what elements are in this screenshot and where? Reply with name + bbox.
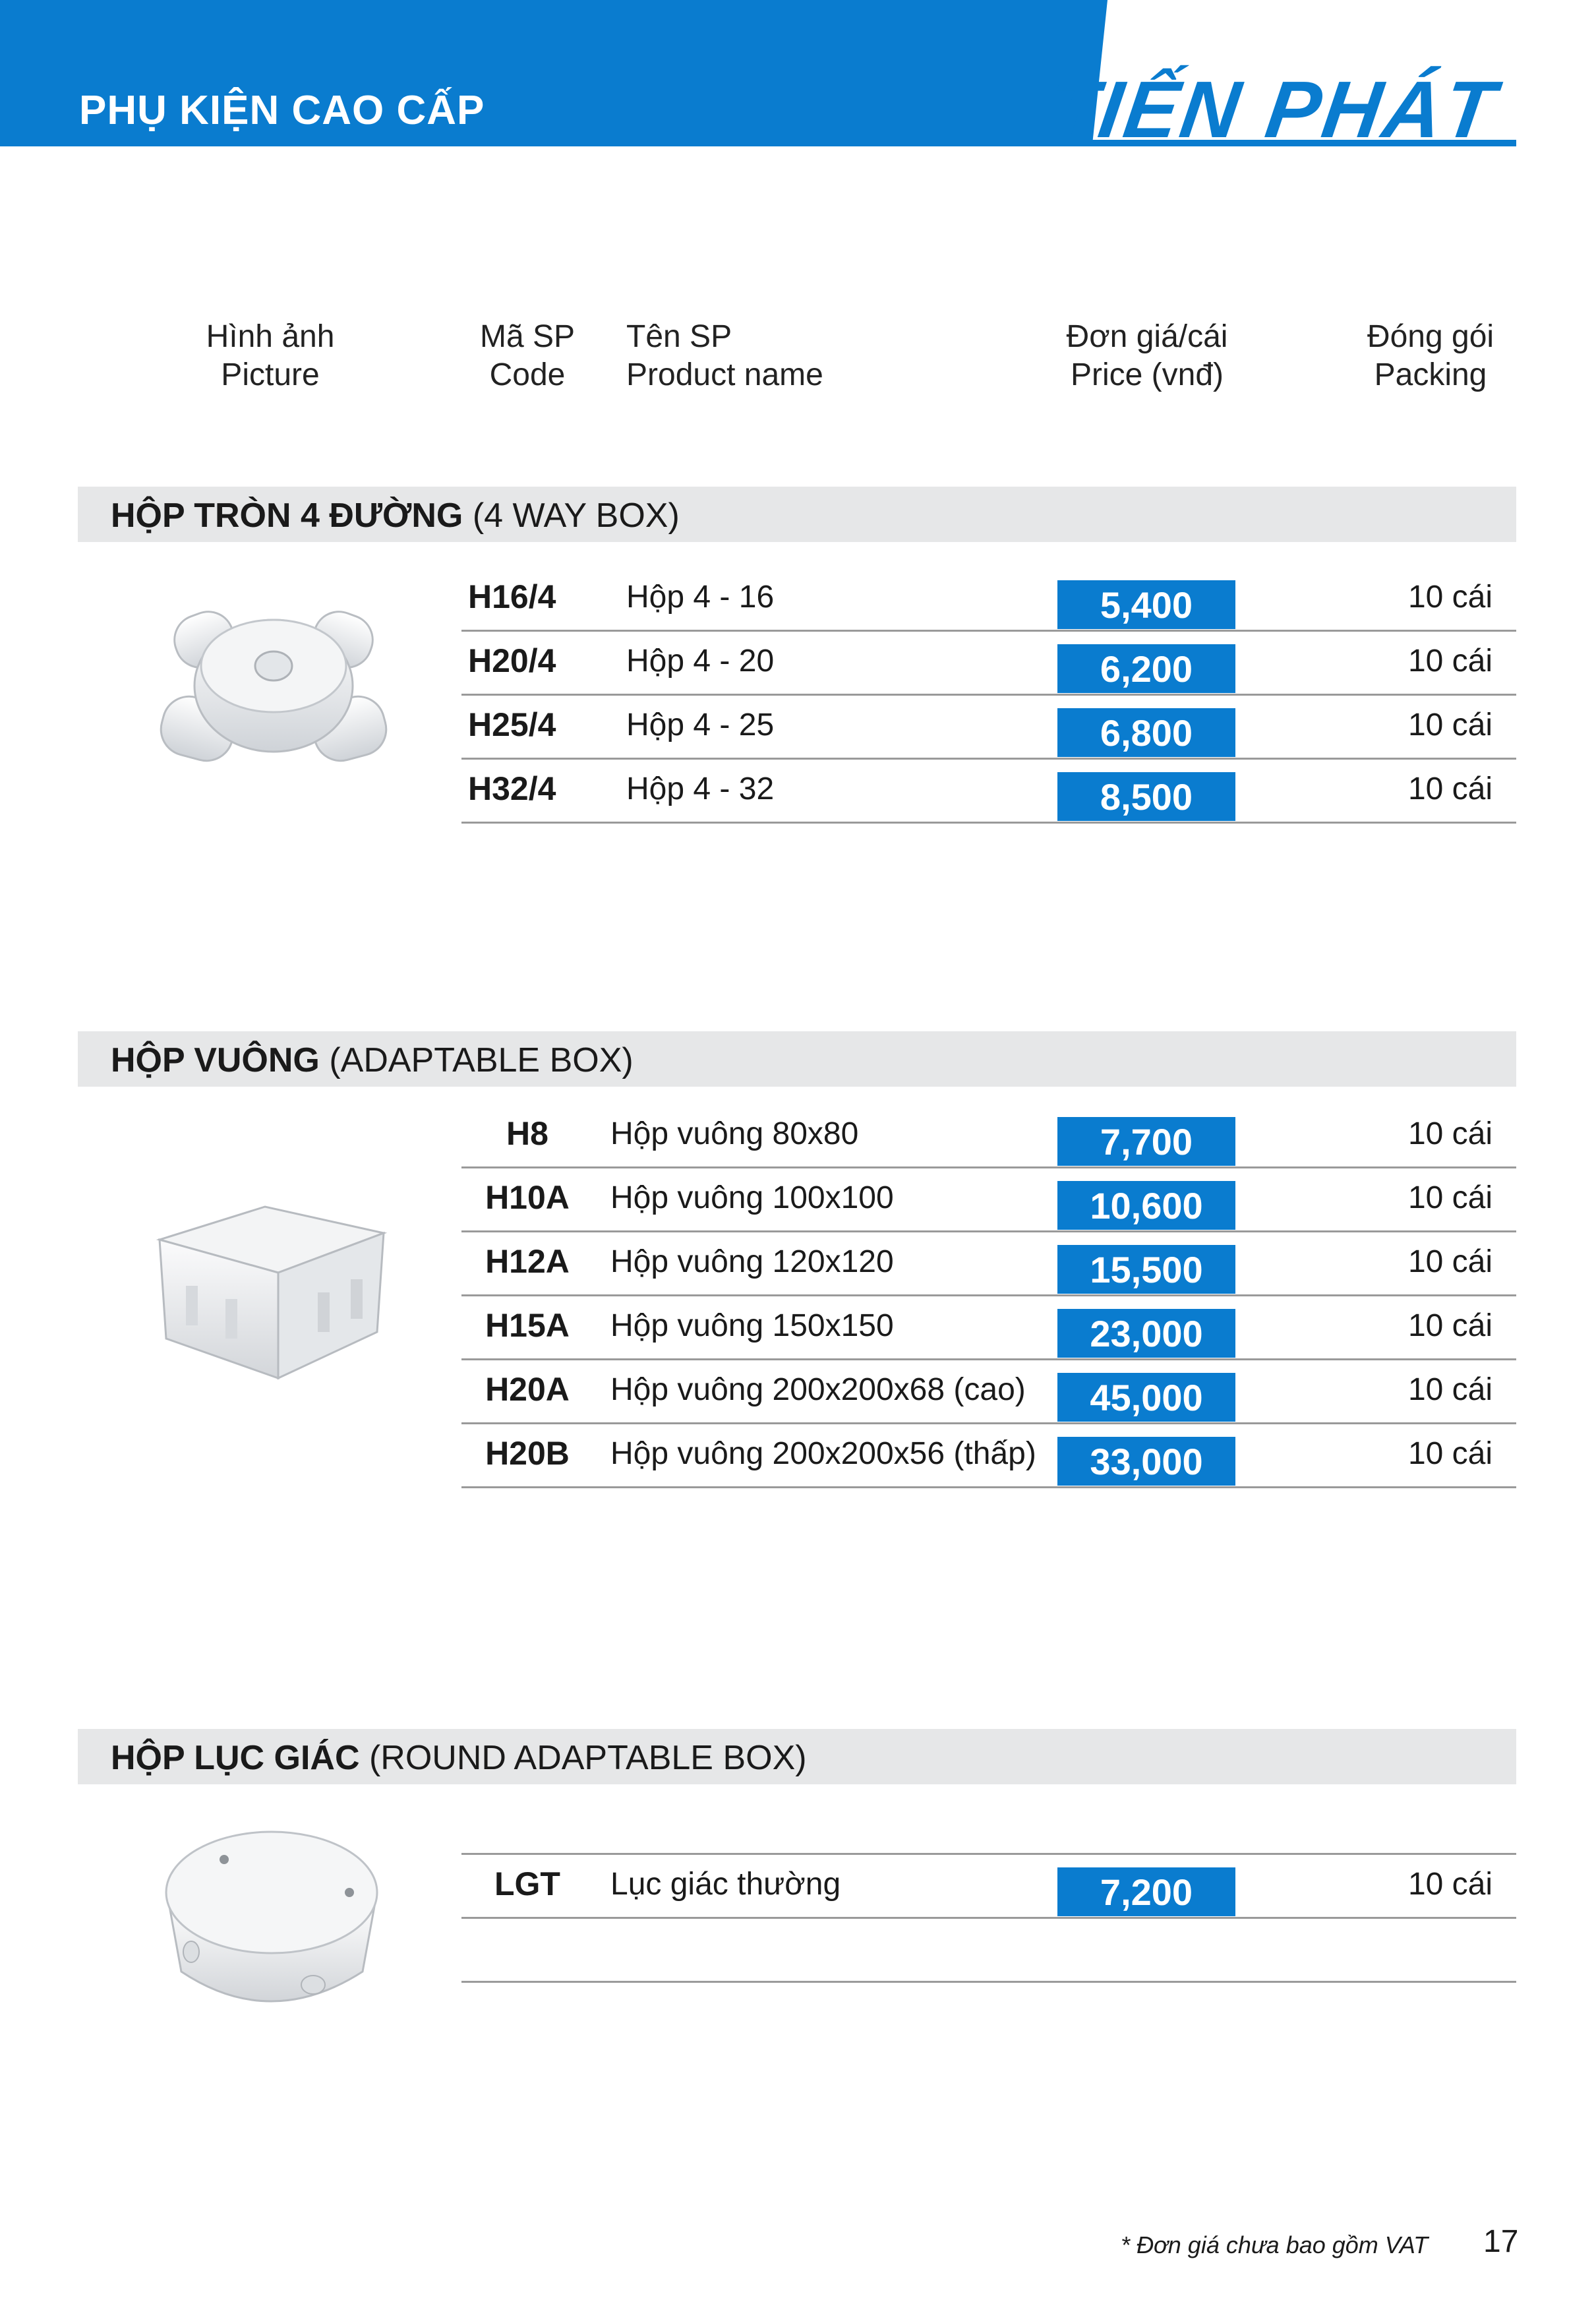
- price-badge: 45,000: [1057, 1373, 1235, 1422]
- product-code: H25/4: [468, 706, 556, 743]
- col-header-picture: [165, 318, 376, 394]
- col-header-picture-vi: Hình ảnh: [206, 319, 335, 354]
- col-header-name-en: Product name: [626, 357, 823, 392]
- product-name: Hộp vuông 80x80: [610, 1116, 859, 1151]
- 4-way-box-image: [148, 587, 399, 785]
- product-code: H20B: [485, 1435, 570, 1472]
- round-box-image: [152, 1820, 389, 2024]
- row-divider: [461, 1917, 1516, 1919]
- product-name: Lục giác thường: [610, 1867, 841, 1902]
- product-code: H32/4: [468, 770, 556, 807]
- section-title: [111, 496, 680, 535]
- col-header-packing: [1338, 318, 1523, 394]
- product-name: Hộp vuông 200x200x56 (thấp): [610, 1436, 1036, 1471]
- product-code: LGT: [494, 1865, 560, 1902]
- product-name: Hộp vuông 120x120: [610, 1244, 894, 1279]
- section-title-bold: HỘP VUÔNG: [111, 1041, 320, 1079]
- packing: 10 cái: [1407, 1116, 1493, 1151]
- col-header-price: [1028, 318, 1266, 394]
- packing: 10 cái: [1407, 1244, 1493, 1279]
- price-badge: 10,600: [1057, 1181, 1235, 1230]
- row-divider: [461, 1853, 1516, 1855]
- product-code: H12A: [485, 1243, 570, 1280]
- product-name: Hộp vuông 150x150: [610, 1308, 894, 1343]
- product-code: H8: [506, 1115, 548, 1152]
- product-name: Hộp 4 - 20: [626, 644, 775, 679]
- col-header-packing-en: Packing: [1374, 357, 1487, 392]
- col-header-code-vi: Mã SP: [479, 319, 576, 354]
- section-title-bold: HỘP LỤC GIÁC: [111, 1739, 360, 1777]
- price-badge: 5,400: [1057, 580, 1235, 629]
- row-divider: [461, 1358, 1516, 1360]
- table-row: [461, 696, 1516, 760]
- row-divider: [461, 1166, 1516, 1168]
- section-header-round-adaptable-box: [78, 1729, 1516, 1784]
- page-section-title: PHỤ KIỆN CAO CẤP: [79, 88, 485, 133]
- row-divider: [461, 1422, 1516, 1424]
- product-code: H10A: [485, 1179, 570, 1216]
- product-name: Hộp 4 - 16: [626, 580, 775, 615]
- product-code: H20/4: [468, 642, 556, 679]
- product-code: H16/4: [468, 578, 556, 615]
- row-divider: [461, 758, 1516, 760]
- packing: 10 cái: [1407, 580, 1493, 615]
- packing: 10 cái: [1407, 708, 1493, 742]
- product-name: Hộp 4 - 25: [626, 708, 775, 742]
- page-number: 17: [1483, 2224, 1519, 2259]
- price-badge: 6,800: [1057, 708, 1235, 757]
- row-divider: [461, 1981, 1516, 1983]
- price-badge: 15,500: [1057, 1245, 1235, 1294]
- col-header-name: [626, 318, 890, 394]
- packing: 10 cái: [1407, 1867, 1493, 1902]
- price-badge: 33,000: [1057, 1437, 1235, 1486]
- section-title-rest: (ADAPTABLE BOX): [319, 1041, 634, 1079]
- section-header-adaptable-box: [78, 1031, 1516, 1087]
- packing: 10 cái: [1407, 1180, 1493, 1215]
- price-badge: 6,200: [1057, 644, 1235, 693]
- row-divider: [461, 694, 1516, 696]
- row-divider: [461, 1486, 1516, 1488]
- col-header-picture-en: Picture: [221, 357, 320, 392]
- section-header-4-way-box: [78, 487, 1516, 542]
- packing: 10 cái: [1407, 771, 1493, 806]
- packing: 10 cái: [1407, 1372, 1493, 1407]
- col-header-name-vi: Tên SP: [626, 319, 732, 354]
- table-row: [461, 1105, 1516, 1168]
- section-title-rest: (4 WAY BOX): [463, 497, 680, 535]
- table-row: [461, 760, 1516, 824]
- packing: 10 cái: [1407, 1436, 1493, 1471]
- table-row: [461, 1361, 1516, 1424]
- packing: 10 cái: [1407, 644, 1493, 679]
- col-header-price-vi: Đơn giá/cái: [1066, 319, 1228, 354]
- product-code: H15A: [485, 1307, 570, 1344]
- row-divider: [461, 1230, 1516, 1232]
- col-header-code-en: Code: [489, 357, 566, 392]
- packing: 10 cái: [1407, 1308, 1493, 1343]
- table-row: [461, 1233, 1516, 1296]
- vat-footnote: * Đơn giá chưa bao gồm VAT: [1121, 2231, 1429, 2258]
- row-divider: [461, 1294, 1516, 1296]
- table-row: [461, 1297, 1516, 1360]
- brand-logo-text: TIẾN PHÁT: [1042, 65, 1503, 154]
- row-divider: [461, 822, 1516, 824]
- section-title: [111, 1041, 634, 1080]
- table-row: [461, 632, 1516, 696]
- product-name: Hộp vuông 100x100: [610, 1180, 894, 1215]
- price-badge: 23,000: [1057, 1309, 1235, 1358]
- col-header-code: [455, 318, 600, 394]
- col-header-packing-vi: Đóng gói: [1367, 319, 1494, 354]
- section-title-bold: HỘP TRÒN 4 ĐƯỜNG: [111, 497, 463, 535]
- price-badge: 7,700: [1057, 1117, 1235, 1166]
- col-header-price-en: Price (vnđ): [1070, 357, 1224, 392]
- table-row: [461, 1169, 1516, 1232]
- section-title-rest: (ROUND ADAPTABLE BOX): [359, 1739, 807, 1777]
- table-row: [461, 568, 1516, 632]
- price-badge: 8,500: [1057, 772, 1235, 821]
- product-name: Hộp 4 - 32: [626, 771, 775, 806]
- price-badge: 7,200: [1057, 1867, 1235, 1916]
- square-box-image: [146, 1180, 397, 1398]
- table-row: [461, 1856, 1516, 1919]
- product-code: H20A: [485, 1371, 570, 1408]
- table-row: [461, 1425, 1516, 1488]
- row-divider: [461, 630, 1516, 632]
- section-title: [111, 1738, 807, 1778]
- product-name: Hộp vuông 200x200x68 (cao): [610, 1372, 1026, 1407]
